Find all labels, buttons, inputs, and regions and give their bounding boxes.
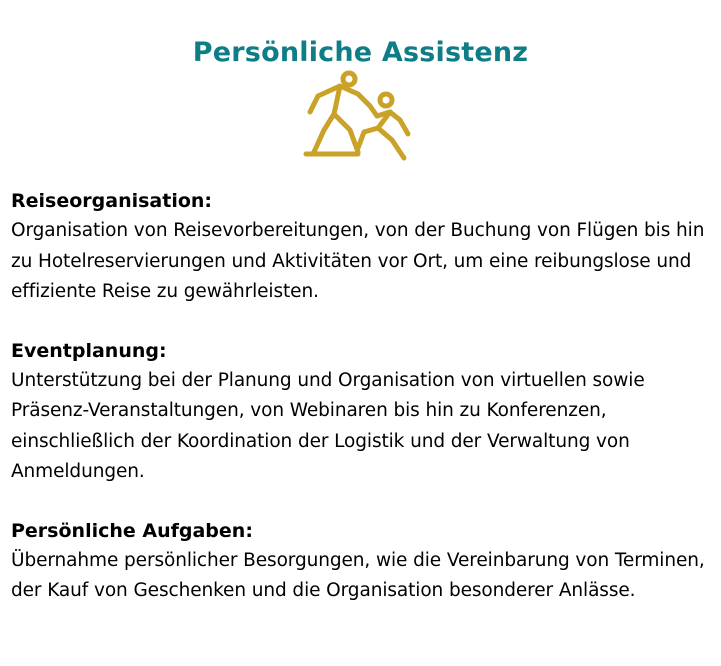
helping-hand-climb-icon bbox=[300, 68, 418, 172]
section-title: Reiseorganisation: bbox=[11, 190, 213, 212]
section-title: Eventplanung: bbox=[11, 339, 167, 362]
section-persoenliche-aufgaben bbox=[11, 516, 711, 607]
section-body: Organisation von Reisevorbereitungen, von der Buchung von Flügen bis hin zu Hotelreservierungen und Aktivitäten vor Ort, um eine reibungslose und effiziente Reise zu gewährleisten. bbox=[11, 220, 705, 302]
page-title: Persönliche Assistenz bbox=[192, 37, 529, 69]
section-body: Übernahme persönlicher Besorgungen, wie die Vereinbarung von Terminen, der Kauf von Geschenken und die Organisation besonderer Anlässe. bbox=[11, 549, 705, 601]
section-title: Persönliche Aufgaben: bbox=[11, 519, 253, 542]
service-list bbox=[11, 186, 711, 635]
section-body: Unterstützung bei der Planung und Organisation von virtuellen sowie Präsenz-Veranstaltungen, von Webinaren bis hin zu Konferenzen, einschließlich der Koordination der Logistik und der Verwaltung von Anmeldungen. bbox=[11, 369, 645, 482]
section-eventplanung bbox=[11, 336, 711, 488]
section-reiseorganisation bbox=[11, 186, 711, 308]
